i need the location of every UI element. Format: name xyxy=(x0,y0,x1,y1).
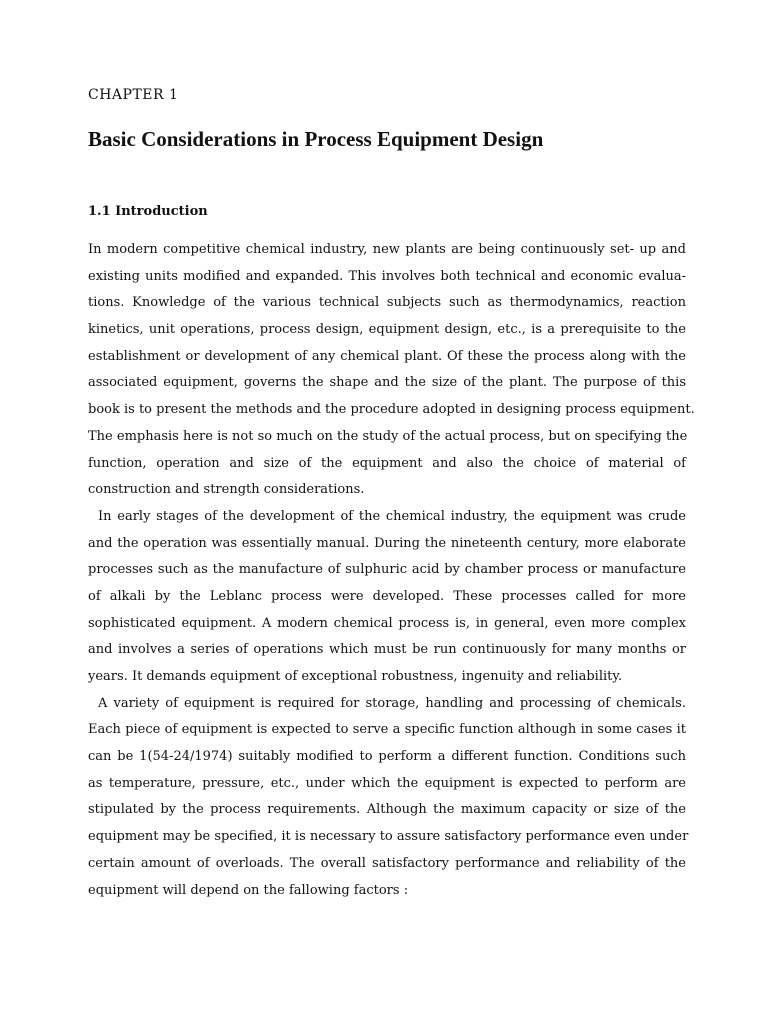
paragraph-3-line-8: equipment will depend on the fallowing factors : xyxy=(88,882,409,898)
paragraph-2-line-1: In early stages of the development of the chemical industry, the equipment was crude xyxy=(98,508,686,524)
paragraph-3-line-5: stipulated by the process requirements. Although the maximum capacity or size of the xyxy=(88,802,686,818)
chapter-label: CHAPTER 1 xyxy=(88,87,179,103)
paragraph-3-line-1: A variety of equipment is required for storage, handling and processing of chemicals. xyxy=(98,695,686,711)
paragraph-2-line-2: and the operation was essentially manual. During the nineteenth century, more elaborate xyxy=(88,535,686,551)
paragraph-2-line-5: sophisticated equipment. A modern chemical process is, in general, even more complex xyxy=(88,615,686,631)
paragraph-2-line-7: years. It demands equipment of exceptional robustness, ingenuity and reliability. xyxy=(88,669,623,684)
paragraph-3-line-2: Each piece of equipment is expected to serve a specific function although in some cases it xyxy=(88,722,686,738)
paragraph-1-line-2: existing units modified and expanded. This involves both technical and economic evalua- xyxy=(88,268,686,284)
paragraph-2-line-3: processes such as the manufacture of sulphuric acid by chamber process or manufacture xyxy=(88,562,686,578)
paragraph-3-line-3: can be 1(54-24/1974) suitably modified to perform a different function. Conditions such xyxy=(88,749,686,765)
chapter-title: Basic Considerations in Process Equipment Design xyxy=(88,127,544,151)
paragraph-3-line-4: as temperature, pressure, etc., under which the equipment is expected to perform are xyxy=(88,775,686,791)
paragraph-1-line-1: In modern competitive chemical industry, new plants are being continuously set- up and xyxy=(88,242,686,257)
paragraph-1-line-3: tions. Knowledge of the various technical subjects such as thermodynamics, reaction xyxy=(88,295,686,311)
paragraph-1-line-10: construction and strength considerations. xyxy=(88,482,365,498)
paragraph-3-line-7: certain amount of overloads. The overall satisfactory performance and reliability of the xyxy=(88,855,686,871)
section-heading: 1.1 Introduction xyxy=(88,204,208,219)
paragraph-2-line-6: and involves a series of operations which must be run continuously for many months or xyxy=(88,642,686,658)
paragraph-1-line-9: function, operation and size of the equipment and also the choice of material of xyxy=(88,455,686,471)
body-text xyxy=(88,240,695,907)
paragraph-1-line-6: associated equipment, governs the shape and the size of the plant. The purpose of this xyxy=(88,375,686,391)
paragraph-3-line-6: equipment may be specified, it is necessary to assure satisfactory performance even under xyxy=(88,829,689,845)
paragraph-1-line-4: kinetics, unit operations, process design, equipment design, etc., is a prerequisite to the xyxy=(88,322,686,338)
paragraph-1-line-7: book is to present the methods and the procedure adopted in designing process equipment. xyxy=(88,402,695,418)
paragraph-2-line-4: of alkali by the Leblanc process were developed. These processes called for more xyxy=(88,588,686,604)
paragraph-1-line-8: The emphasis here is not so much on the study of the actual process, but on specifying the xyxy=(88,428,688,444)
paragraph-1-line-5: establishment or development of any chemical plant. Of these the process along with the xyxy=(88,348,686,364)
